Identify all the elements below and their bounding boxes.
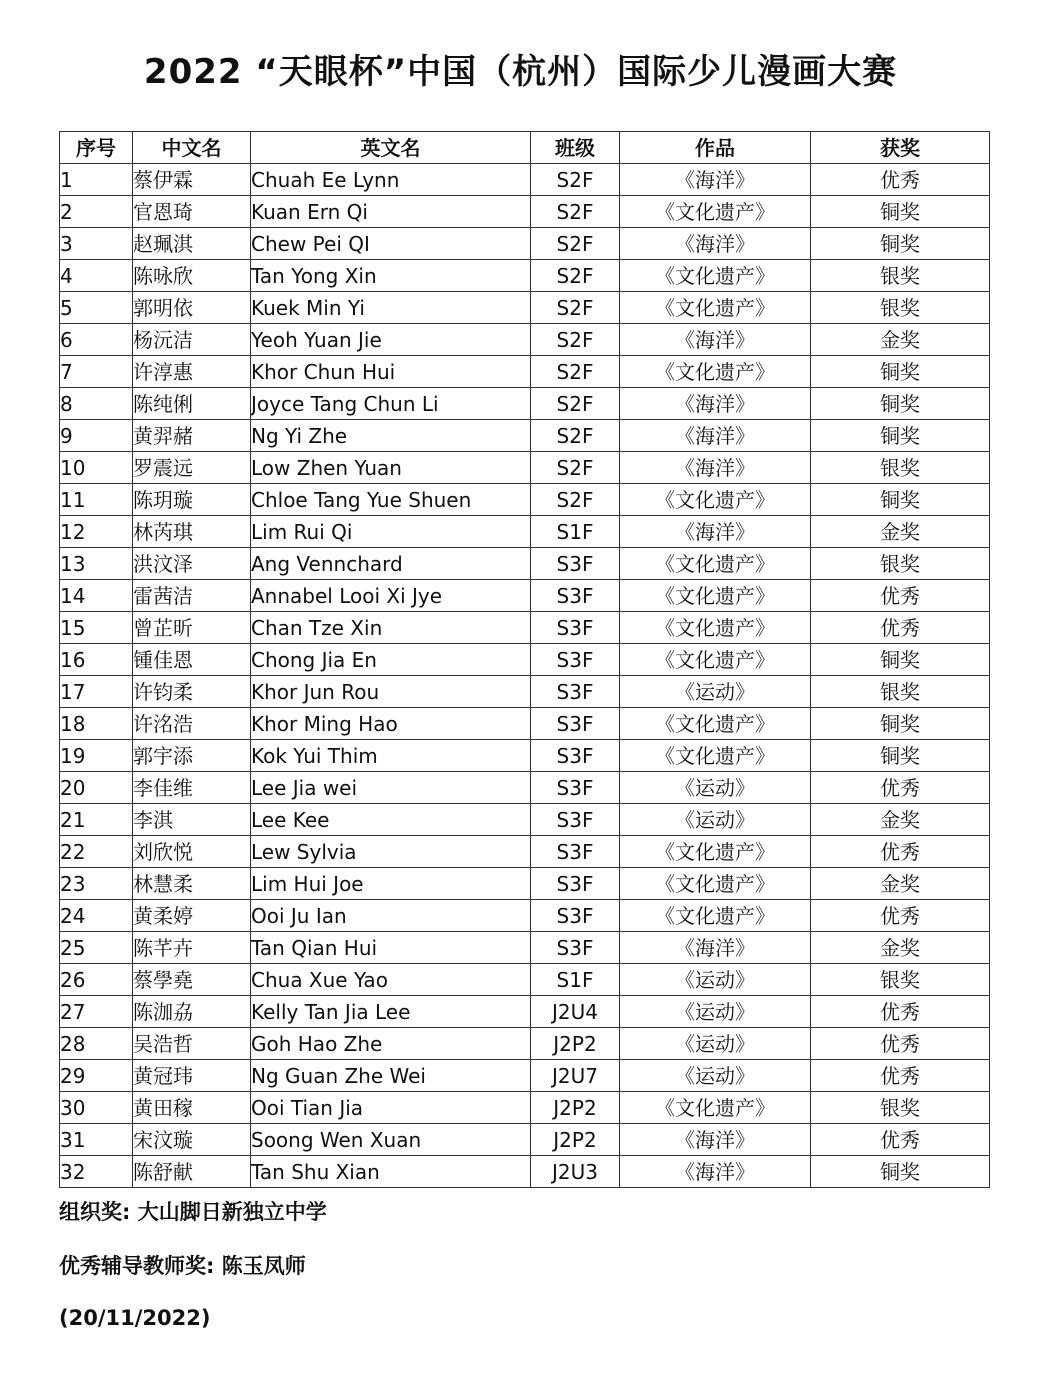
table-row <box>60 420 990 452</box>
cell-award: 优秀 <box>811 900 990 932</box>
cell-work: 《文化遗产》 <box>620 580 811 612</box>
table-row <box>60 836 990 868</box>
cell-english-name: Lee Kee <box>251 804 531 836</box>
cell-english-name: Kuan Ern Qi <box>251 196 531 228</box>
table-row <box>60 612 990 644</box>
cell-english-name: Kelly Tan Jia Lee <box>251 996 531 1028</box>
cell-award: 优秀 <box>811 580 990 612</box>
table-row <box>60 1028 990 1060</box>
cell-award: 铜奖 <box>811 388 990 420</box>
cell-work: 《运动》 <box>620 804 811 836</box>
cell-english-name: Low Zhen Yuan <box>251 452 531 484</box>
cell-no: 24 <box>60 900 133 932</box>
cell-class: S2F <box>531 228 620 260</box>
table-row <box>60 932 990 964</box>
table-body <box>60 164 990 1188</box>
table-row <box>60 484 990 516</box>
cell-class: S2F <box>531 452 620 484</box>
cell-award: 铜奖 <box>811 708 990 740</box>
cell-work: 《运动》 <box>620 964 811 996</box>
cell-award: 银奖 <box>811 1092 990 1124</box>
cell-no: 9 <box>60 420 133 452</box>
cell-english-name: Soong Wen Xuan <box>251 1124 531 1156</box>
cell-english-name: Goh Hao Zhe <box>251 1028 531 1060</box>
cell-award: 银奖 <box>811 452 990 484</box>
cell-no: 7 <box>60 356 133 388</box>
cell-class: S2F <box>531 484 620 516</box>
header-class: 班级 <box>531 132 620 164</box>
cell-chinese-name: 许淳惠 <box>133 356 251 388</box>
table-row <box>60 772 990 804</box>
cell-class: S2F <box>531 196 620 228</box>
cell-award: 金奖 <box>811 804 990 836</box>
cell-chinese-name: 雷茜洁 <box>133 580 251 612</box>
cell-work: 《海洋》 <box>620 324 811 356</box>
cell-class: J2U3 <box>531 1156 620 1188</box>
cell-no: 6 <box>60 324 133 356</box>
cell-chinese-name: 陈舒献 <box>133 1156 251 1188</box>
header-award: 获奖 <box>811 132 990 164</box>
cell-work: 《海洋》 <box>620 1124 811 1156</box>
cell-chinese-name: 曾芷昕 <box>133 612 251 644</box>
cell-award: 优秀 <box>811 996 990 1028</box>
table-row <box>60 516 990 548</box>
table-row <box>60 1092 990 1124</box>
cell-no: 19 <box>60 740 133 772</box>
cell-no: 16 <box>60 644 133 676</box>
cell-english-name: Lim Rui Qi <box>251 516 531 548</box>
table-row <box>60 868 990 900</box>
cell-english-name: Ooi Ju Ian <box>251 900 531 932</box>
cell-chinese-name: 黄柔婷 <box>133 900 251 932</box>
table-row <box>60 900 990 932</box>
cell-english-name: Ang Vennchard <box>251 548 531 580</box>
cell-class: S3F <box>531 740 620 772</box>
cell-award: 铜奖 <box>811 1156 990 1188</box>
cell-chinese-name: 许钧柔 <box>133 676 251 708</box>
table-row <box>60 164 990 196</box>
cell-award: 铜奖 <box>811 740 990 772</box>
awards-table <box>59 131 990 1188</box>
cell-class: S2F <box>531 292 620 324</box>
cell-work: 《文化遗产》 <box>620 260 811 292</box>
header-work: 作品 <box>620 132 811 164</box>
table-row <box>60 964 990 996</box>
cell-english-name: Chua Xue Yao <box>251 964 531 996</box>
cell-class: S3F <box>531 644 620 676</box>
cell-chinese-name: 赵珮淇 <box>133 228 251 260</box>
table-row <box>60 1156 990 1188</box>
cell-no: 13 <box>60 548 133 580</box>
table-row <box>60 388 990 420</box>
cell-work: 《文化遗产》 <box>620 196 811 228</box>
cell-english-name: Kuek Min Yi <box>251 292 531 324</box>
cell-no: 15 <box>60 612 133 644</box>
table-row <box>60 356 990 388</box>
cell-award: 铜奖 <box>811 228 990 260</box>
cell-award: 优秀 <box>811 836 990 868</box>
table-row <box>60 1124 990 1156</box>
cell-chinese-name: 罗震远 <box>133 452 251 484</box>
cell-english-name: Lee Jia wei <box>251 772 531 804</box>
cell-award: 优秀 <box>811 1028 990 1060</box>
cell-english-name: Lew Sylvia <box>251 836 531 868</box>
cell-work: 《海洋》 <box>620 516 811 548</box>
cell-no: 4 <box>60 260 133 292</box>
cell-award: 优秀 <box>811 772 990 804</box>
organization-award: 组织奖: 大山脚日新独立中学 <box>59 1200 327 1224</box>
cell-english-name: Tan Shu Xian <box>251 1156 531 1188</box>
table-row <box>60 228 990 260</box>
cell-award: 优秀 <box>811 1124 990 1156</box>
cell-no: 12 <box>60 516 133 548</box>
cell-class: S2F <box>531 164 620 196</box>
cell-class: S3F <box>531 676 620 708</box>
document-date: (20/11/2022) <box>59 1306 211 1330</box>
cell-no: 22 <box>60 836 133 868</box>
cell-no: 5 <box>60 292 133 324</box>
cell-class: S2F <box>531 324 620 356</box>
cell-english-name: Yeoh Yuan Jie <box>251 324 531 356</box>
cell-work: 《海洋》 <box>620 388 811 420</box>
cell-chinese-name: 许洺浩 <box>133 708 251 740</box>
table-row <box>60 452 990 484</box>
table-row <box>60 292 990 324</box>
cell-work: 《运动》 <box>620 676 811 708</box>
cell-english-name: Khor Ming Hao <box>251 708 531 740</box>
cell-work: 《文化遗产》 <box>620 548 811 580</box>
cell-english-name: Tan Qian Hui <box>251 932 531 964</box>
cell-chinese-name: 陈咏欣 <box>133 260 251 292</box>
cell-chinese-name: 洪汶泽 <box>133 548 251 580</box>
cell-chinese-name: 刘欣悦 <box>133 836 251 868</box>
cell-english-name: Khor Jun Rou <box>251 676 531 708</box>
cell-class: S3F <box>531 900 620 932</box>
cell-chinese-name: 官恩琦 <box>133 196 251 228</box>
cell-no: 32 <box>60 1156 133 1188</box>
cell-chinese-name: 蔡學堯 <box>133 964 251 996</box>
cell-no: 11 <box>60 484 133 516</box>
cell-work: 《文化遗产》 <box>620 292 811 324</box>
cell-work: 《文化遗产》 <box>620 900 811 932</box>
cell-class: S3F <box>531 804 620 836</box>
cell-award: 优秀 <box>811 1060 990 1092</box>
cell-class: S3F <box>531 708 620 740</box>
cell-class: S1F <box>531 964 620 996</box>
cell-work: 《文化遗产》 <box>620 1092 811 1124</box>
cell-work: 《文化遗产》 <box>620 708 811 740</box>
cell-english-name: Annabel Looi Xi Jye <box>251 580 531 612</box>
table-row <box>60 196 990 228</box>
header-english-name: 英文名 <box>251 132 531 164</box>
cell-work: 《文化遗产》 <box>620 484 811 516</box>
cell-work: 《海洋》 <box>620 1156 811 1188</box>
cell-award: 银奖 <box>811 964 990 996</box>
cell-chinese-name: 吴浩哲 <box>133 1028 251 1060</box>
cell-work: 《文化遗产》 <box>620 644 811 676</box>
cell-english-name: Ooi Tian Jia <box>251 1092 531 1124</box>
table-row <box>60 804 990 836</box>
cell-award: 银奖 <box>811 548 990 580</box>
cell-chinese-name: 李佳维 <box>133 772 251 804</box>
cell-work: 《海洋》 <box>620 164 811 196</box>
cell-work: 《运动》 <box>620 996 811 1028</box>
cell-no: 26 <box>60 964 133 996</box>
cell-award: 铜奖 <box>811 644 990 676</box>
cell-chinese-name: 陈泇劦 <box>133 996 251 1028</box>
cell-chinese-name: 蔡伊霖 <box>133 164 251 196</box>
cell-english-name: Kok Yui Thim <box>251 740 531 772</box>
cell-no: 21 <box>60 804 133 836</box>
cell-class: S2F <box>531 356 620 388</box>
cell-class: S3F <box>531 772 620 804</box>
cell-no: 8 <box>60 388 133 420</box>
cell-work: 《海洋》 <box>620 452 811 484</box>
cell-class: S1F <box>531 516 620 548</box>
cell-award: 铜奖 <box>811 484 990 516</box>
cell-award: 金奖 <box>811 932 990 964</box>
cell-award: 优秀 <box>811 612 990 644</box>
cell-award: 金奖 <box>811 324 990 356</box>
cell-english-name: Chong Jia En <box>251 644 531 676</box>
cell-award: 优秀 <box>811 164 990 196</box>
cell-work: 《海洋》 <box>620 228 811 260</box>
cell-chinese-name: 杨沅洁 <box>133 324 251 356</box>
cell-chinese-name: 郭明依 <box>133 292 251 324</box>
cell-class: J2U4 <box>531 996 620 1028</box>
cell-no: 14 <box>60 580 133 612</box>
table-row <box>60 324 990 356</box>
table-row <box>60 676 990 708</box>
cell-class: S3F <box>531 868 620 900</box>
cell-class: J2P2 <box>531 1028 620 1060</box>
cell-english-name: Khor Chun Hui <box>251 356 531 388</box>
cell-english-name: Chuah Ee Lynn <box>251 164 531 196</box>
teacher-award: 优秀辅导教师奖: 陈玉凤师 <box>59 1254 306 1278</box>
cell-class: S2F <box>531 260 620 292</box>
cell-no: 3 <box>60 228 133 260</box>
cell-award: 铜奖 <box>811 196 990 228</box>
cell-chinese-name: 宋汶璇 <box>133 1124 251 1156</box>
cell-no: 31 <box>60 1124 133 1156</box>
cell-work: 《运动》 <box>620 772 811 804</box>
cell-work: 《文化遗产》 <box>620 740 811 772</box>
cell-english-name: Chew Pei QI <box>251 228 531 260</box>
cell-award: 银奖 <box>811 260 990 292</box>
cell-english-name: Ng Yi Zhe <box>251 420 531 452</box>
cell-no: 25 <box>60 932 133 964</box>
cell-class: S3F <box>531 548 620 580</box>
cell-class: J2U7 <box>531 1060 620 1092</box>
table-row <box>60 580 990 612</box>
cell-english-name: Tan Yong Xin <box>251 260 531 292</box>
cell-no: 27 <box>60 996 133 1028</box>
table-row <box>60 644 990 676</box>
cell-chinese-name: 陈纯俐 <box>133 388 251 420</box>
cell-class: S2F <box>531 388 620 420</box>
cell-english-name: Lim Hui Joe <box>251 868 531 900</box>
cell-work: 《文化遗产》 <box>620 868 811 900</box>
cell-chinese-name: 陈芊卉 <box>133 932 251 964</box>
cell-no: 28 <box>60 1028 133 1060</box>
cell-class: S3F <box>531 932 620 964</box>
cell-chinese-name: 郭宇添 <box>133 740 251 772</box>
cell-award: 金奖 <box>811 516 990 548</box>
cell-no: 1 <box>60 164 133 196</box>
cell-class: J2P2 <box>531 1092 620 1124</box>
cell-work: 《运动》 <box>620 1060 811 1092</box>
cell-work: 《海洋》 <box>620 420 811 452</box>
cell-chinese-name: 锺佳恩 <box>133 644 251 676</box>
cell-english-name: Chan Tze Xin <box>251 612 531 644</box>
cell-chinese-name: 陈玥璇 <box>133 484 251 516</box>
table-row <box>60 708 990 740</box>
cell-work: 《海洋》 <box>620 932 811 964</box>
cell-no: 17 <box>60 676 133 708</box>
table-row <box>60 1060 990 1092</box>
header-chinese-name: 中文名 <box>133 132 251 164</box>
cell-award: 铜奖 <box>811 420 990 452</box>
cell-class: S3F <box>531 612 620 644</box>
cell-work: 《文化遗产》 <box>620 836 811 868</box>
table-row <box>60 740 990 772</box>
header-no: 序号 <box>60 132 133 164</box>
cell-no: 29 <box>60 1060 133 1092</box>
cell-no: 10 <box>60 452 133 484</box>
cell-award: 金奖 <box>811 868 990 900</box>
document-title: 2022 “天眼杯”中国（杭州）国际少儿漫画大赛 <box>143 52 898 92</box>
cell-class: S3F <box>531 836 620 868</box>
cell-award: 铜奖 <box>811 356 990 388</box>
cell-english-name: Joyce Tang Chun Li <box>251 388 531 420</box>
table-row <box>60 996 990 1028</box>
cell-chinese-name: 李淇 <box>133 804 251 836</box>
table-row <box>60 548 990 580</box>
cell-no: 20 <box>60 772 133 804</box>
cell-english-name: Ng Guan Zhe Wei <box>251 1060 531 1092</box>
cell-chinese-name: 林芮琪 <box>133 516 251 548</box>
cell-class: S3F <box>531 580 620 612</box>
table-row <box>60 260 990 292</box>
cell-chinese-name: 黄冠玮 <box>133 1060 251 1092</box>
cell-award: 银奖 <box>811 292 990 324</box>
cell-no: 18 <box>60 708 133 740</box>
cell-work: 《文化遗产》 <box>620 356 811 388</box>
cell-english-name: Chloe Tang Yue Shuen <box>251 484 531 516</box>
cell-chinese-name: 黄羿赭 <box>133 420 251 452</box>
cell-no: 30 <box>60 1092 133 1124</box>
cell-class: S2F <box>531 420 620 452</box>
cell-work: 《文化遗产》 <box>620 612 811 644</box>
cell-work: 《运动》 <box>620 1028 811 1060</box>
cell-class: J2P2 <box>531 1124 620 1156</box>
cell-chinese-name: 黄田稼 <box>133 1092 251 1124</box>
cell-award: 银奖 <box>811 676 990 708</box>
cell-chinese-name: 林慧柔 <box>133 868 251 900</box>
table-header-row <box>60 132 990 164</box>
cell-no: 2 <box>60 196 133 228</box>
cell-no: 23 <box>60 868 133 900</box>
